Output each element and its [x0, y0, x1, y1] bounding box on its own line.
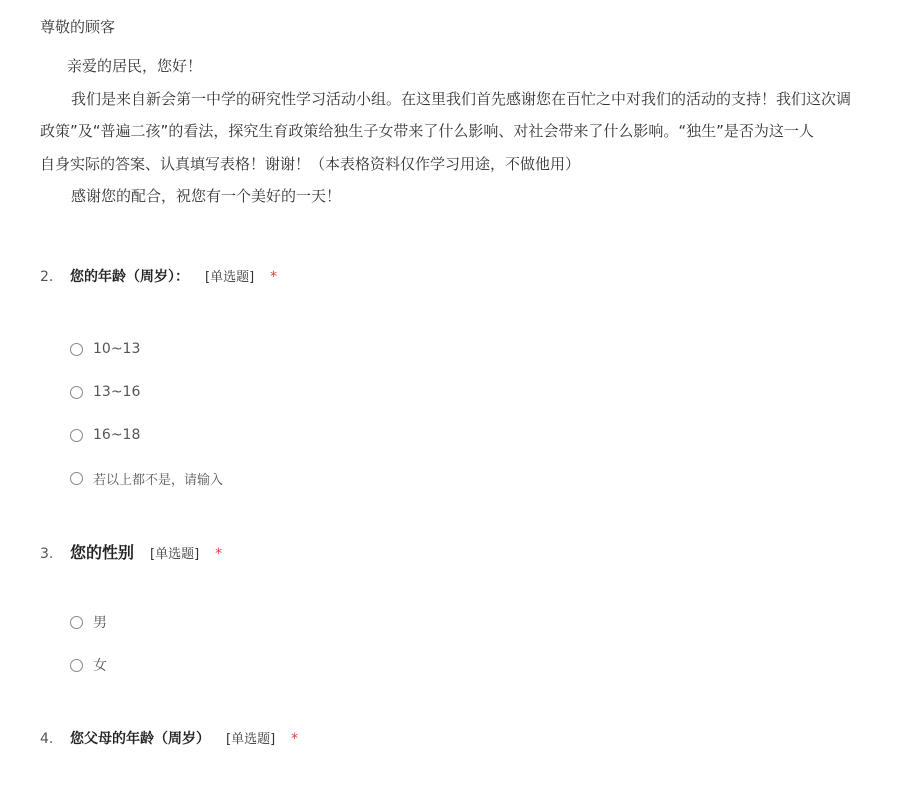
option-age-10-13[interactable] [70, 339, 140, 359]
intro-line: 亲爱的居民，您好！ [67, 57, 203, 75]
intro-paragraph [40, 50, 900, 213]
question-number: 4. [40, 731, 54, 747]
intro-line: 政策”及“普遍二孩”的看法，探究生育政策给独生子女带来了什么影响、对社会带来了什么影响。“独生”是否为这一人 [40, 122, 814, 140]
question-header [40, 728, 880, 752]
option-gender-female[interactable] [70, 655, 107, 675]
radio-button[interactable] [70, 472, 83, 485]
radio-button[interactable] [70, 659, 83, 672]
required-marker: * [215, 546, 223, 562]
question-parent-age [40, 728, 880, 752]
option-label: 10~13 [93, 341, 141, 357]
question-age [40, 266, 880, 290]
radio-button[interactable] [70, 386, 83, 399]
option-label: 16~18 [93, 427, 141, 443]
question-title: 您的年龄（周岁）： [70, 269, 189, 285]
option-label: 女 [93, 658, 107, 674]
required-marker: * [291, 731, 299, 747]
question-type-label: [单选题] [150, 547, 200, 562]
option-age-16-18[interactable] [70, 425, 140, 445]
radio-button[interactable] [70, 343, 83, 356]
question-header [40, 540, 880, 564]
option-age-other[interactable] [70, 468, 223, 488]
required-marker: * [270, 269, 278, 285]
intro-line: 自身实际的答案、认真填写表格！谢谢！（本表格资料仅作学习用途，不做他用） [40, 154, 581, 173]
option-age-13-16[interactable] [70, 382, 140, 402]
option-label: 男 [93, 615, 107, 631]
question-number: 3. [40, 546, 54, 562]
question-type-label: [单选题] [205, 270, 255, 285]
question-gender [40, 540, 880, 564]
option-gender-male[interactable] [70, 612, 107, 632]
question-title: 您父母的年龄（周岁） [70, 731, 210, 747]
option-label: 若以上都不是，请输入 [93, 472, 224, 488]
intro-line: 感谢您的配合，祝您有一个美好的一天！ [71, 187, 342, 205]
radio-button[interactable] [70, 429, 83, 442]
intro-line: 我们是来自新会第一中学的研究性学习活动小组。在这里我们首先感谢您在百忙之中对我们的活动的支持！我们这次调 [71, 89, 852, 108]
question-title: 您的性别 [70, 543, 135, 562]
question-header [40, 266, 880, 290]
radio-button[interactable] [70, 616, 83, 629]
option-label: 13~16 [93, 384, 141, 400]
question-type-label: [单选题] [226, 732, 276, 747]
greeting-text: 尊敬的顾客 [40, 18, 116, 36]
question-number: 2. [40, 269, 54, 285]
